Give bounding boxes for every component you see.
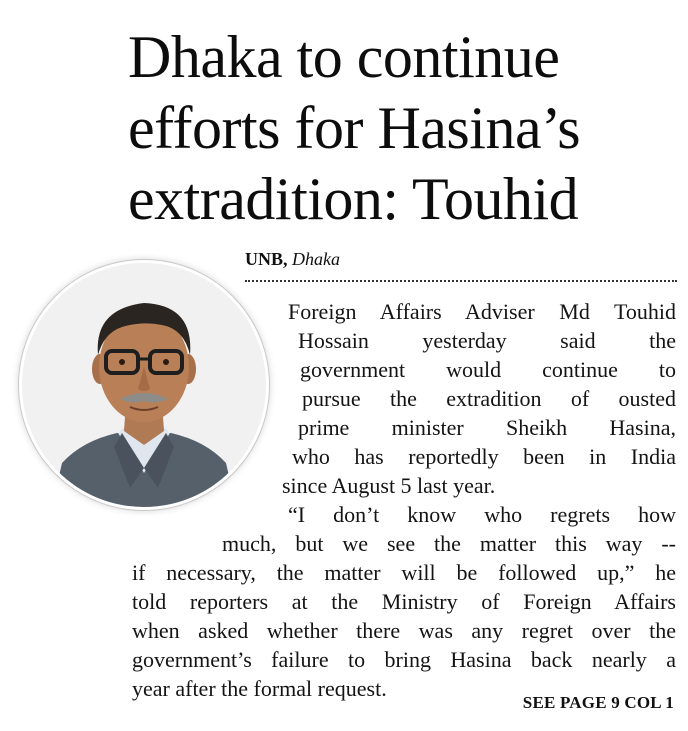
article-text-line: who has reportedly been in India: [292, 444, 676, 469]
article-text-line: “I don’t know who regrets how: [288, 502, 676, 527]
article-text-line: if necessary, the matter will be followed up,” he: [132, 560, 676, 585]
portrait-illustration: [22, 263, 266, 507]
article-text-line: government would continue to: [300, 357, 676, 382]
article-text-line: Foreign Affairs Adviser Md Touhid: [288, 299, 676, 324]
headline-line-2: efforts for Hasina’s: [128, 95, 581, 161]
article-text-line: Hossain yesterday said the: [298, 328, 676, 353]
article-text-line: year after the formal request.: [132, 676, 387, 701]
byline: [245, 248, 340, 270]
article-text-line: government’s failure to bring Hasina back nearly a: [132, 647, 676, 672]
article-text-line: told reporters at the Ministry of Foreign Affairs: [132, 589, 676, 614]
portrait-photo: [19, 260, 269, 510]
article-text-line: much, but we see the matter this way --: [222, 531, 676, 556]
headline-line-1: Dhaka to continue: [128, 24, 560, 90]
dotted-rule: [245, 280, 677, 282]
headline: [128, 22, 688, 235]
byline-agency: UNB,: [245, 249, 288, 269]
headline-line-3: extradition: Touhid: [128, 166, 579, 232]
article-text-line: since August 5 last year.: [282, 473, 496, 498]
article-text-line: when asked whether there was any regret over the: [132, 618, 676, 643]
byline-place: Dhaka: [292, 249, 341, 269]
article-text-line: pursue the extradition of ousted: [302, 386, 676, 411]
article-text-line: prime minister Sheikh Hasina,: [298, 415, 676, 440]
continuation-jump-link[interactable]: SEE PAGE 9 COL 1: [522, 693, 674, 712]
